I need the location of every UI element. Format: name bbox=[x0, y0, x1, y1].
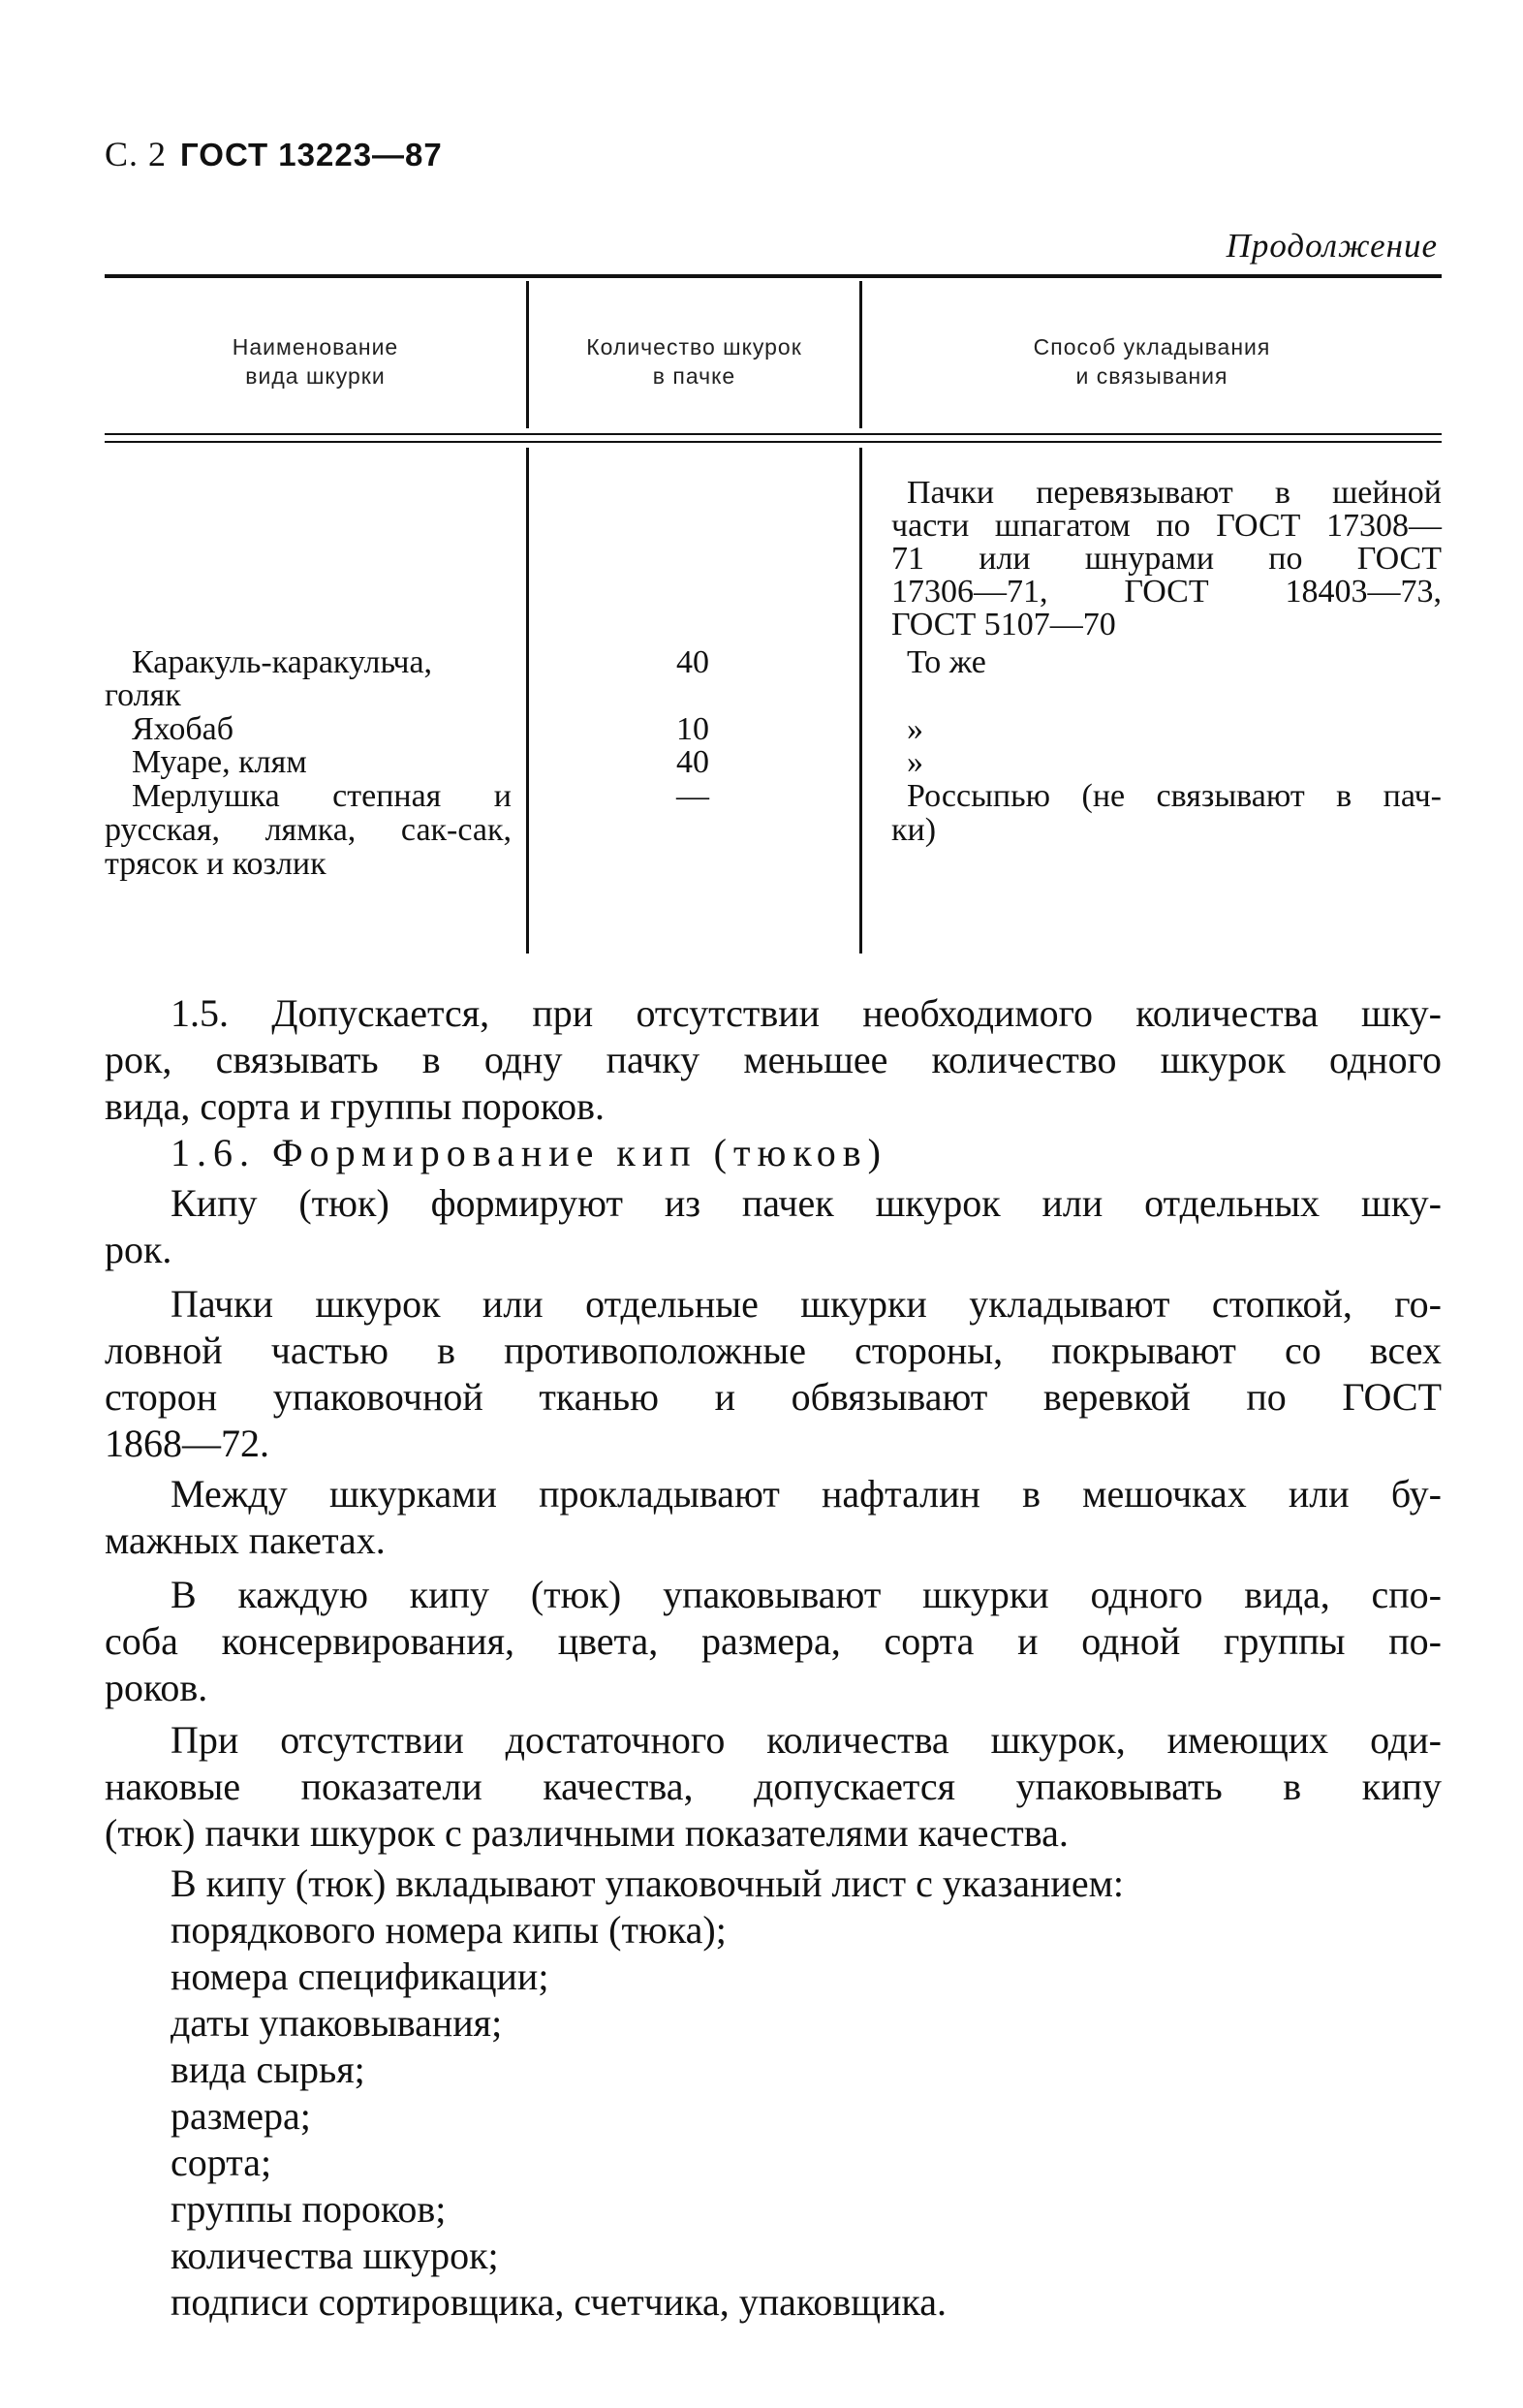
column-header-name: Наименование вида шкурки bbox=[232, 334, 399, 389]
section-heading-1-6: 1.6. Формирование кип (тюков) bbox=[171, 1131, 887, 1174]
page-number: С. 2 bbox=[105, 135, 168, 173]
list-item: подписи сортировщика, счетчика, упаковщика. bbox=[171, 2280, 948, 2324]
column-header-count: Количество шкурок в пачке bbox=[586, 334, 802, 389]
continuation-label: Продолжение bbox=[1226, 227, 1438, 265]
list-item: количества шкурок; bbox=[171, 2234, 499, 2277]
list-intro: В кипу (тюк) вкладывают упаковочный лист с указанием: bbox=[171, 1861, 1125, 1905]
list-item: группы пороков; bbox=[171, 2187, 447, 2231]
list-item: вида сырья; bbox=[171, 2048, 365, 2091]
list-item: размера; bbox=[171, 2094, 311, 2138]
body-text: 1.5. Допускается, при отсутствии необходимого количества шку- рок, связывать в одну пачку меньшее количество шкурок одного вида, сорта и группы пороков. 1.6. Формирование кип (тюков) Кипу (тюк) формируют из пачек шкурок или отдельных шку- рок. Пачки шкурок или отдельные шкурки укладывают стопкой, го- ловной частью в противоположные стороны, покрывают со всех сторон упаковочной тканью и обвязывают веревкой по ГОСТ 1868—72. Между шкурками прокладывают нафталин в мешочках или бу- мажных пакетах. В каждую кипу (тюк) упаковывают шкурки одного вида, спо- соба консервирования, цвета, размера, сорта и одной группы по- роков. При отсутствии достаточного количества шкурок, имеющих оди- наковые показатели качества, допускается упаковывать в кипу (тюк) пачки шкурок с различными показателями качества. В кипу (тюк) вкладывают упаковочный лист с указанием: порядкового номера кипы (тюка); номера спецификации; даты упаковывания; вида сырья; размера; сорта; группы пороков; количества шкурок; подписи сортировщика, счетчика, упаковщика. bbox=[105, 991, 1442, 2324]
list-item: даты упаковывания; bbox=[171, 2001, 503, 2045]
list-item: номера спецификации; bbox=[171, 1955, 549, 1998]
standard-number: ГОСТ 13223—87 bbox=[180, 137, 443, 172]
list-item: сорта; bbox=[171, 2141, 272, 2184]
column-header-method: Способ укладывания и связывания bbox=[1033, 334, 1271, 389]
list-item: порядкового номера кипы (тюка); bbox=[171, 1908, 727, 1952]
